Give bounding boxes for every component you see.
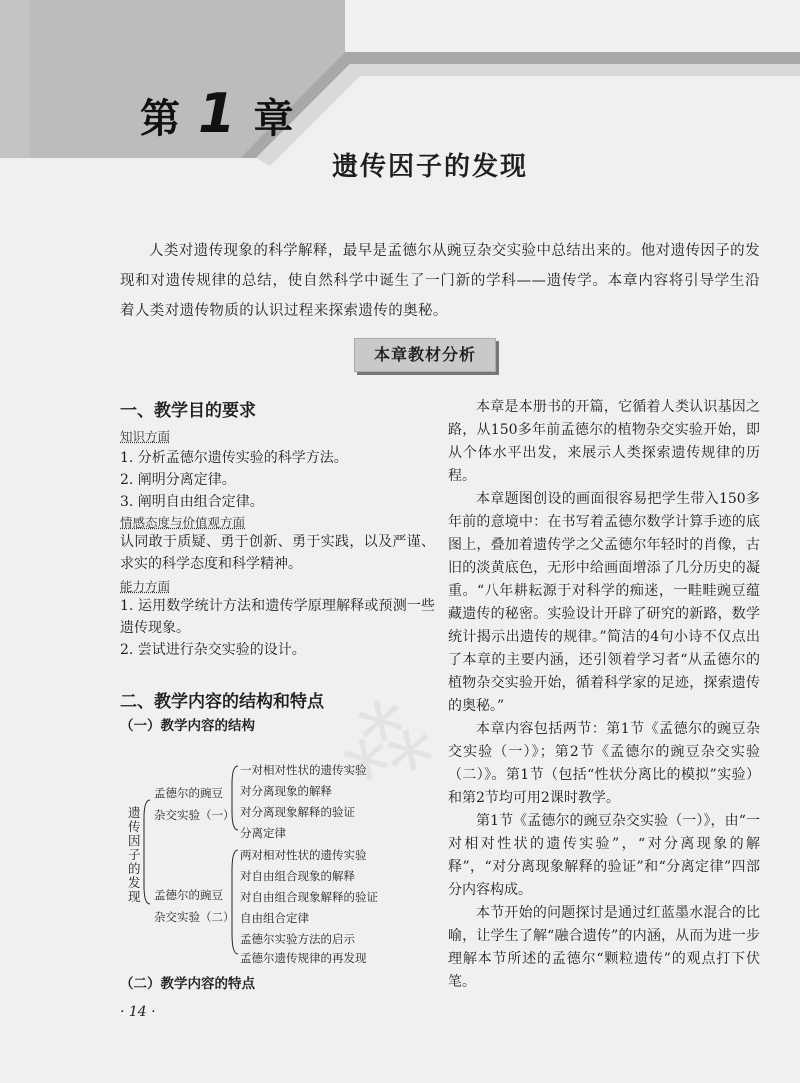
tree-leaf: 对分离现象解释的验证	[240, 805, 355, 819]
tree-root: 遗传因子的发现	[128, 805, 141, 904]
tree-group2: 孟德尔的豌豆杂交实验（二）	[154, 888, 235, 924]
right-column	[448, 396, 760, 994]
right-paragraph: 本章是本册书的开篇，它循着人类认识基因之路，从150多年前孟德尔的植物杂交实验开始，即从个体水平出发，来展示人类探索遗传规律的历程。	[448, 399, 760, 484]
right-paragraph: 第1节《孟德尔的豌豆杂交实验（一）》，由“一对相对性状的遗传实验”，“对分离现象的解释”，“对分离现象解释的验证”和“分离定律”四部分内容构成。	[448, 813, 760, 898]
tree-leaf: 分离定律	[240, 826, 286, 840]
tree-leaf: 对自由组合现象的解释	[240, 869, 355, 883]
section2-heading: 二、教学内容的结构和特点	[120, 692, 324, 712]
knowledge-item: 2. 阐明分离定律。	[120, 472, 236, 488]
structure-subheading: （一）教学内容的结构	[120, 718, 255, 734]
ability-label: 能力方面	[120, 579, 171, 594]
tree-leaf: 一对相对性状的遗传实验	[240, 763, 367, 777]
watermark: ⁂	[330, 681, 440, 804]
knowledge-item: 3. 阐明自由组合定律。	[120, 494, 264, 510]
tree-leaf: 对分离现象的解释	[240, 784, 332, 798]
tree-leaf: 自由组合定律	[240, 911, 309, 925]
knowledge-label: 知识方面	[120, 429, 171, 444]
tree-leaf: 两对相对性状的遗传实验	[240, 848, 367, 862]
chapter-suffix: 章	[253, 96, 296, 142]
tree-group1: 孟德尔的豌豆杂交实验（一）	[154, 786, 235, 822]
ability-item: 1. 运用数学统计方法和遗传学原理解释或预测一些遗传现象。	[120, 598, 435, 636]
tree-leaf: 孟德尔实验方法的启示	[240, 932, 355, 946]
chapter-intro: 人类对遗传现象的科学解释，最早是孟德尔从豌豆杂交实验中总结出来的。他对遗传因子的发现和对遗传规律的总结，使自然科学中诞生了一门新的学科——遗传学。本章内容将引导学生沿着人类对遗传物质的认识过程来探索遗传的奥秘。	[120, 243, 760, 319]
page-number: · 14 ·	[120, 1004, 156, 1020]
features-subheading: （二）教学内容的特点	[120, 976, 255, 992]
section1-heading: 一、教学目的要求	[120, 401, 256, 421]
right-paragraph: 本章内容包括两节：第1节《孟德尔的豌豆杂交实验（一）》；第2节《孟德尔的豌豆杂交实验（二）》。第1节（包括“性状分离比的模拟”实验）和第2节均可用2课时教学。	[448, 721, 760, 806]
tree-leaf: 对自由组合现象解释的验证	[240, 890, 378, 904]
emotion-text: 认同敢于质疑、勇于创新、勇于实践，以及严谨、求实的科学态度和科学精神。	[120, 534, 435, 572]
ability-item: 2. 尝试进行杂交实验的设计。	[120, 642, 306, 658]
right-paragraph: 本章题图创设的画面很容易把学生带入150多年前的意境中：在书写着孟德尔数学计算手迹的底图上，叠加着遗传学之父孟德尔年轻时的肖像，古旧的淡黄底色，无形中给画面增添了几分历史的凝重。“八年耕耘源于对科学的痴迷，一畦畦豌豆蕴藏遗传的秘密。实验设计开辟了研究的新路，数学统计揭示出遗传的规律。”简洁的4句小诗不仅点出了本章的主要内涵，还引领着学习者“从孟德尔的植物杂交实验开始，循着科学家的足迹，探索遗传的奥秘。”	[448, 491, 760, 714]
chapter-prefix: 第	[140, 96, 182, 142]
left-column	[120, 390, 435, 734]
analysis-heading: 本章教材分析	[354, 338, 496, 372]
tree-leaf: 孟德尔遗传规律的再发现	[240, 951, 367, 965]
chapter-number: 1	[197, 82, 238, 145]
chapter-title: 遗传因子的发现	[332, 152, 529, 182]
content-structure-tree	[120, 758, 440, 968]
emotion-label: 情感态度与价值观方面	[120, 515, 246, 530]
knowledge-item: 1. 分析孟德尔遗传实验的科学方法。	[120, 450, 348, 466]
chapter-banner	[0, 0, 800, 170]
right-paragraph: 本节开始的问题探讨是通过红蓝墨水混合的比喻，让学生了解“融合遗传”的内涵，从而为进一步理解本节所述的孟德尔“颗粒遗传”的观点打下伏笔。	[448, 905, 760, 990]
chapter-label	[140, 82, 295, 145]
